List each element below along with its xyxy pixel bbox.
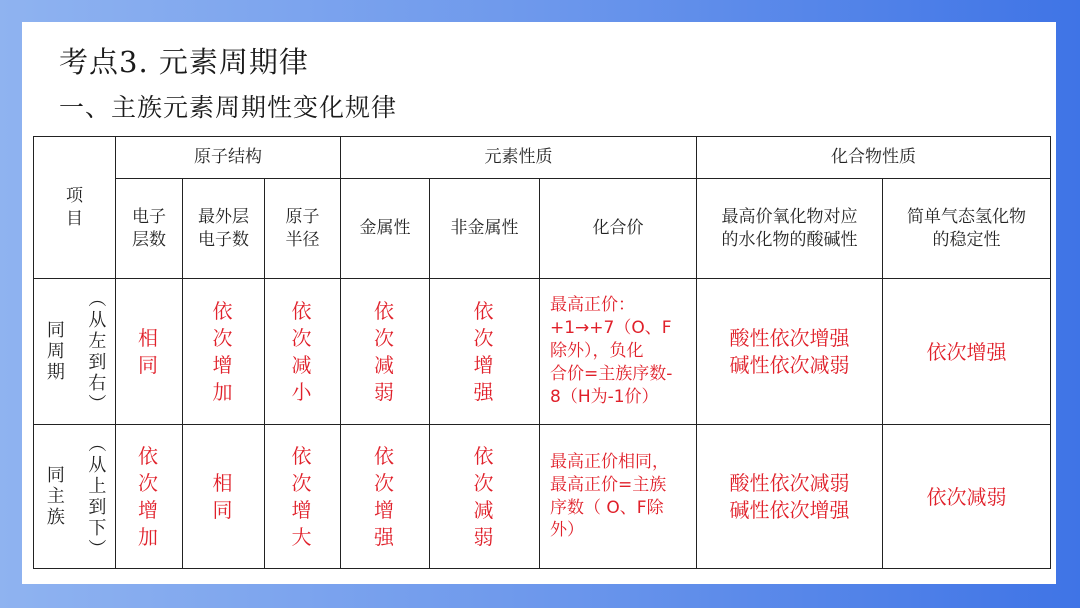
table-row — [34, 425, 1051, 569]
row-label-same-period — [34, 279, 116, 425]
header-col-text — [286, 206, 320, 252]
text-line: 项 — [66, 185, 83, 206]
text-line: 序数（ O、F除 — [550, 497, 664, 518]
section-subtitle: 一、主族元素周期性变化规律 — [59, 93, 398, 122]
text-line: 加 — [138, 524, 160, 549]
row-label: 同主族 — [43, 465, 65, 528]
text-line: 的水化物的酸碱性 — [721, 229, 858, 250]
text-line: 次 — [473, 470, 496, 495]
cell — [430, 425, 540, 569]
text-line: 增 — [138, 497, 160, 522]
text-line: 依 — [374, 298, 396, 323]
text-line: 电子 — [132, 206, 166, 227]
row-label-note: （从上到下） — [85, 433, 107, 560]
text-line: 依 — [291, 298, 314, 323]
cell — [341, 279, 430, 425]
cell — [183, 279, 265, 425]
header-item — [34, 137, 116, 279]
header-col-atomic-radius — [265, 179, 341, 279]
text-line: 合价=主族序数- — [550, 363, 673, 384]
text-line: 强 — [473, 379, 496, 404]
header-col-text — [451, 217, 519, 240]
text-line: 次 — [374, 325, 396, 350]
header-col-acidity — [697, 179, 883, 279]
text-line: 次 — [473, 325, 496, 350]
text-line: 最外层 — [198, 206, 249, 227]
text-line: 碱性依次减弱 — [729, 352, 850, 377]
cell — [341, 425, 430, 569]
text-line: 增 — [291, 497, 314, 522]
cell-stability — [883, 279, 1051, 425]
text-line: 次 — [138, 470, 160, 495]
header-col-text — [198, 206, 249, 252]
header-col-text — [593, 217, 644, 240]
text-line: 层数 — [132, 229, 166, 250]
header-group-element-properties: 元素性质 — [341, 137, 697, 179]
text-line: 相 — [212, 470, 235, 495]
cell — [116, 425, 183, 569]
text-line: 最高正价=主族 — [550, 474, 667, 495]
text-line: 减 — [374, 352, 396, 377]
text-line: 酸性依次减弱 — [729, 470, 850, 495]
text-line: 目 — [66, 208, 83, 229]
cell-acidity — [697, 279, 883, 425]
text-line: 依 — [291, 443, 314, 468]
text-line: 弱 — [473, 524, 496, 549]
header-col-valence — [540, 179, 697, 279]
table-row — [34, 279, 1051, 425]
cell-acidity — [697, 425, 883, 569]
cell — [265, 425, 341, 569]
header-col-text — [722, 206, 858, 252]
cell — [265, 279, 341, 425]
row-label-note: （从左到右） — [85, 288, 107, 415]
header-col-text — [360, 217, 411, 240]
header-col-outer-electrons — [183, 179, 265, 279]
text-line: 次 — [291, 325, 314, 350]
text-line: 酸性依次增强 — [729, 325, 850, 350]
text-line: 最高正价相同， — [550, 451, 669, 472]
text-line: 8（H为-1价） — [550, 386, 659, 407]
text-line: 依次增强 — [926, 339, 1007, 364]
text-line: 外） — [550, 520, 584, 541]
text-line: 碱性依次增强 — [729, 497, 850, 522]
text-line: 加 — [212, 379, 235, 404]
header-item-lines — [66, 185, 83, 231]
text-line: +1→+7（O、F — [550, 318, 672, 339]
cell — [430, 279, 540, 425]
slide — [22, 22, 1056, 584]
text-line: 减 — [291, 352, 314, 377]
text-line: 半径 — [285, 229, 320, 250]
text-line: 增 — [374, 497, 396, 522]
text-line: 的稳定性 — [932, 229, 1001, 250]
text-line: 电子数 — [198, 229, 249, 250]
text-line: 减 — [473, 497, 496, 522]
page-title: 考点3. 元素周期律 — [59, 45, 309, 79]
text-line: 同 — [138, 352, 160, 377]
text-line: 小 — [291, 379, 314, 404]
header-col-text — [907, 206, 1026, 252]
text-line: 金属性 — [359, 218, 411, 239]
header-col-nonmetallic — [430, 179, 540, 279]
header-group-atomic-structure: 原子结构 — [116, 137, 341, 179]
header-col-text — [132, 206, 166, 252]
text-line: 弱 — [374, 379, 396, 404]
text-line: 次 — [212, 325, 235, 350]
row-label: 同周期 — [43, 320, 65, 383]
text-line: 依 — [473, 443, 496, 468]
header-col-electron-shells — [116, 179, 183, 279]
text-line: 依 — [212, 298, 235, 323]
periodic-law-table — [33, 136, 1051, 569]
cell-valence — [540, 279, 697, 425]
text-line: 大 — [291, 524, 314, 549]
text-line: 简单气态氢化物 — [907, 206, 1026, 227]
text-line: 增 — [212, 352, 235, 377]
row-label-same-group — [34, 425, 116, 569]
text-line: 次 — [374, 470, 396, 495]
text-line: 非金属性 — [450, 218, 519, 239]
text-line: 最高正价： — [550, 295, 635, 316]
header-col-metallic — [341, 179, 430, 279]
text-line: 依 — [138, 443, 160, 468]
text-line: 相 — [138, 325, 160, 350]
text-line: 增 — [473, 352, 496, 377]
cell — [116, 279, 183, 425]
header-col-stability — [883, 179, 1051, 279]
text-line: 除外），负化 — [550, 341, 644, 362]
text-line: 依次减弱 — [926, 484, 1007, 509]
text-line: 次 — [291, 470, 314, 495]
cell-valence — [540, 425, 697, 569]
header-group-compound-properties: 化合物性质 — [697, 137, 1051, 179]
text-line: 原子 — [285, 206, 320, 227]
cell — [183, 425, 265, 569]
text-line: 依 — [374, 443, 396, 468]
text-line: 强 — [374, 524, 396, 549]
text-line: 依 — [473, 298, 496, 323]
text-line: 化合价 — [592, 218, 644, 239]
text-line: 最高价氧化物对应 — [721, 206, 858, 227]
cell-stability — [883, 425, 1051, 569]
text-line: 同 — [212, 497, 235, 522]
